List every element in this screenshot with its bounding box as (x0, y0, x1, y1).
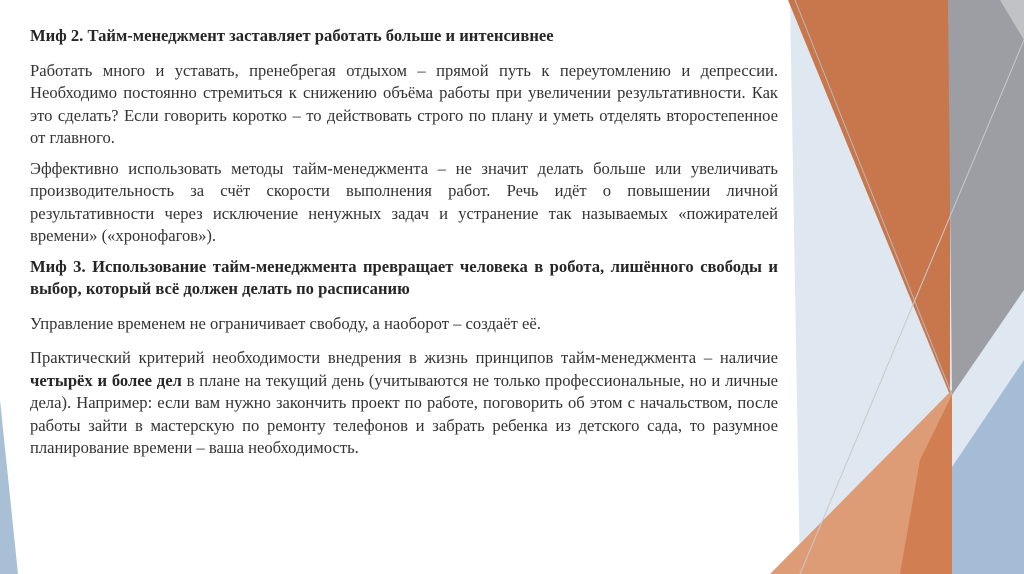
myth3-p2-after: в плане на текущий день (учитываются не только профессиональные, но и личные дела). Например: если вам нужно закончить проект по работе, поговорить об этом с начальством, после работы зайти в мастерскую по ремонту телефонов и забрать ребенка из детского сада, то разумное планирование времени – ваша необходимость. (30, 370, 778, 457)
myth2-title: Миф 2. Тайм-менеджмент заставляет работать больше и интенсивнее (30, 26, 554, 45)
myth2-paragraph-2: Эффективно использовать методы тайм-менеджмента – не значит делать больше или увеличивать производительность за счёт скорости выполнения работ. Речь идёт о повышении личной результативности через исключение ненужных задач и устранение так называемых «пожирателей времени» («хронофагов»). (30, 158, 778, 245)
myth3-p2-bold: четырёх и более дел (30, 370, 182, 390)
myth3-title: Миф 3. Использование тайм-менеджмента превращает человека в робота, лишённого свободы и выбор, который всё должен делать по расписанию (30, 256, 778, 298)
myth3-p2-before: Практический критерий необходимости внедрения в жизнь принципов тайм-менеджмента – наличие (30, 348, 778, 367)
myth2-paragraph-1: Работать много и уставать, пренебрегая отдыхом – прямой путь к переутомлению и депрессии. Необходимо постоянно стремиться к снижению объёма работы при увеличении результативности. Как это сделать? Если говорить коротко – то действовать строго по плану и уметь отделять второстепенное от главного. (30, 60, 778, 147)
myth3-paragraph-1: Управление временем не ограничивает свободу, а наоборот – создаёт её. (30, 313, 541, 333)
left-blue-shape (0, 400, 18, 574)
myth3-paragraph-2 (30, 347, 778, 460)
slide-content (30, 25, 778, 472)
